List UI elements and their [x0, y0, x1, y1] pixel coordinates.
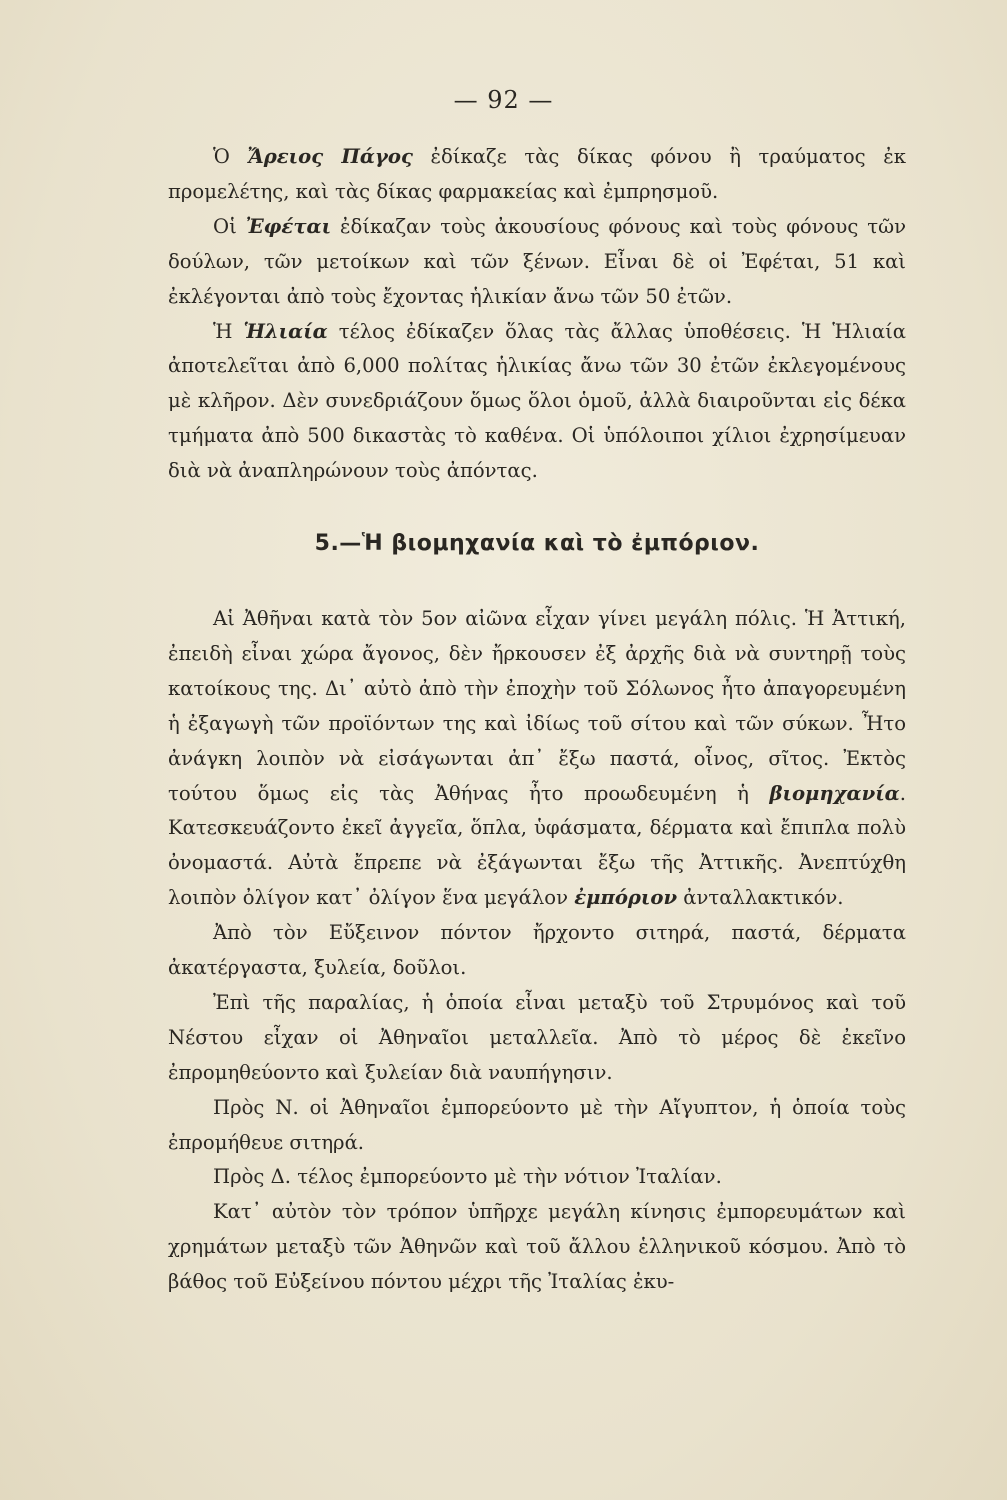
emphasized-term: Ἐφέται: [245, 214, 332, 238]
paragraph: [168, 1091, 906, 1161]
paragraph-text: τέλος ἐδίκαζεν ὅλας τὰς ἄλλας ὑποθέσεις. Ἡ Ἡλιαία ἀποτελεῖται ἀπὸ 6,000 πολίτας ἡλικίας ἄνω τῶν 30 ἐτῶν ἐκλεγομένους μὲ κλῆρον. Δὲν συνεδριάζουν ὅμως ὅλοι ὁμοῦ, ἀλλὰ διαιροῦνται εἰς δέκα τμήματα ἀπὸ 500 δικαστὰς τὸ καθένα. Οἱ ὑπόλοιποι χίλιοι ἐχρησίμευαν διὰ νὰ ἀναπληρώνουν τοὺς ἀπόντας.: [168, 319, 906, 483]
paragraphs-after-heading: [168, 602, 906, 1300]
paragraph-text: . Κατεσκευάζοντο ἐκεῖ ἀγγεῖα, ὅπλα, ὑφάσματα, δέρματα καὶ ἔπιπλα πολὺ ὀνομαστά. Αὐτὰ ἔπρεπε νὰ ἐξάγωνται ἔξω τῆς Ἀττικῆς. Ἀνεπτύχθη λοιπὸν ὀλίγον κατ᾽ ὀλίγον ἕνα μεγάλον: [168, 781, 906, 910]
paragraph: [168, 1160, 906, 1195]
paragraph-text: ἀνταλλακτικόν.: [677, 886, 844, 910]
paragraph: [168, 210, 906, 315]
paragraph-text: Ὁ: [213, 145, 248, 168]
paragraph: [168, 986, 906, 1091]
emphasized-term: Ἄρειος Πάγος: [247, 145, 413, 168]
paragraph-text: Πρὸς Δ. τέλος ἐμπορεύοντο μὲ τὴν νότιον Ἰταλίαν.: [213, 1165, 722, 1189]
paragraph-text: Ἡ: [213, 319, 244, 343]
paragraph: [168, 602, 906, 916]
page-body: [168, 140, 906, 1300]
emphasized-term: ἐμπόριον: [574, 886, 678, 910]
page-number: — 92 —: [453, 86, 554, 114]
paragraph-text: ἐδίκαζαν τοὺς ἀκουσίους φόνους καὶ τοὺς φόνους τῶν δούλων, τῶν μετοίκων καὶ τῶν ξένων. Εἶναι δὲ οἱ Ἐφέται, 51 καὶ ἐκλέγονται ἀπὸ τοὺς ἔχοντας ἡλικίαν ἄνω τῶν 50 ἐτῶν.: [168, 214, 906, 308]
paragraph-text: Ἐπὶ τῆς παραλίας, ἡ ὁποία εἶναι μεταξὺ τοῦ Στρυμόνος καὶ τοῦ Νέστου εἶχαν οἱ Ἀθηναῖοι μεταλλεῖα. Ἀπὸ τὸ μέρος δὲ ἐκεῖνο ἐπρομηθεύοντο καὶ ξυλείαν διὰ ναυπήγησιν.: [168, 990, 906, 1084]
section-heading: 5.—Ἡ βιομηχανία καὶ τὸ ἐμπόριον.: [314, 531, 760, 557]
paragraph: [168, 315, 906, 490]
emphasized-term: βιομηχανία: [769, 781, 900, 805]
paragraph-text: Οἱ: [213, 214, 246, 238]
paragraph-text: Πρὸς Ν. οἱ Ἀθηναῖοι ἐμπορεύοντο μὲ τὴν Αἴγυπτον, ἡ ὁποία τοὺς ἐπρομήθευε σιτηρά.: [168, 1095, 906, 1154]
paragraph: [168, 916, 906, 986]
paragraph: [168, 140, 906, 210]
emphasized-term: Ἡλιαία: [243, 319, 328, 343]
paragraphs-before-heading: [168, 140, 906, 489]
paragraph-text: ἐδίκαζε τὰς δίκας φόνου ἢ τραύματος ἐκ προμελέτης, καὶ τὰς δίκας φαρμακείας καὶ ἐμπρησμοῦ.: [168, 145, 906, 203]
paragraph-text: Αἱ Ἀθῆναι κατὰ τὸν 5ον αἰῶνα εἶχαν γίνει μεγάλη πόλις. Ἡ Ἀττική, ἐπειδὴ εἶναι χώρα ἄγονος, δὲν ἤρκουσεν ἐξ ἀρχῆς διὰ νὰ συντηρῇ τοὺς κατοίκους της. Δι᾽ αὐτὸ ἀπὸ τὴν ἐποχὴν τοῦ Σόλωνος ἦτο ἀπαγορευμένη ἡ ἐξαγωγὴ τῶν προϊόντων της καὶ ἰδίως τοῦ σίτου καὶ τῶν σύκων. Ἦτο ἀνάγκη λοιπὸν νὰ εἰσάγωνται ἀπ᾽ ἔξω παστά, οἶνος, σῖτος. Ἐκτὸς τούτου ὅμως εἰς τὰς Ἀθήνας ἦτο προωδευμένη ἡ: [168, 606, 906, 805]
paragraph: [168, 1195, 906, 1300]
paragraph-text: Κατ᾽ αὐτὸν τὸν τρόπον ὑπῆρχε μεγάλη κίνησις ἐμπορευμάτων καὶ χρημάτων μεταξὺ τῶν Ἀθηνῶν καὶ τοῦ ἄλλου ἑλληνικοῦ κόσμου. Ἀπὸ τὸ βάθος τοῦ Εὐξείνου πόντου μέχρι τῆς Ἰταλίας ἐκυ-: [168, 1200, 906, 1294]
paragraph-text: Ἀπὸ τὸν Εὔξεινον πόντον ἤρχοντο σιτηρά, παστά, δέρματα ἀκατέργαστα, ξυλεία, δοῦλοι.: [168, 921, 906, 980]
